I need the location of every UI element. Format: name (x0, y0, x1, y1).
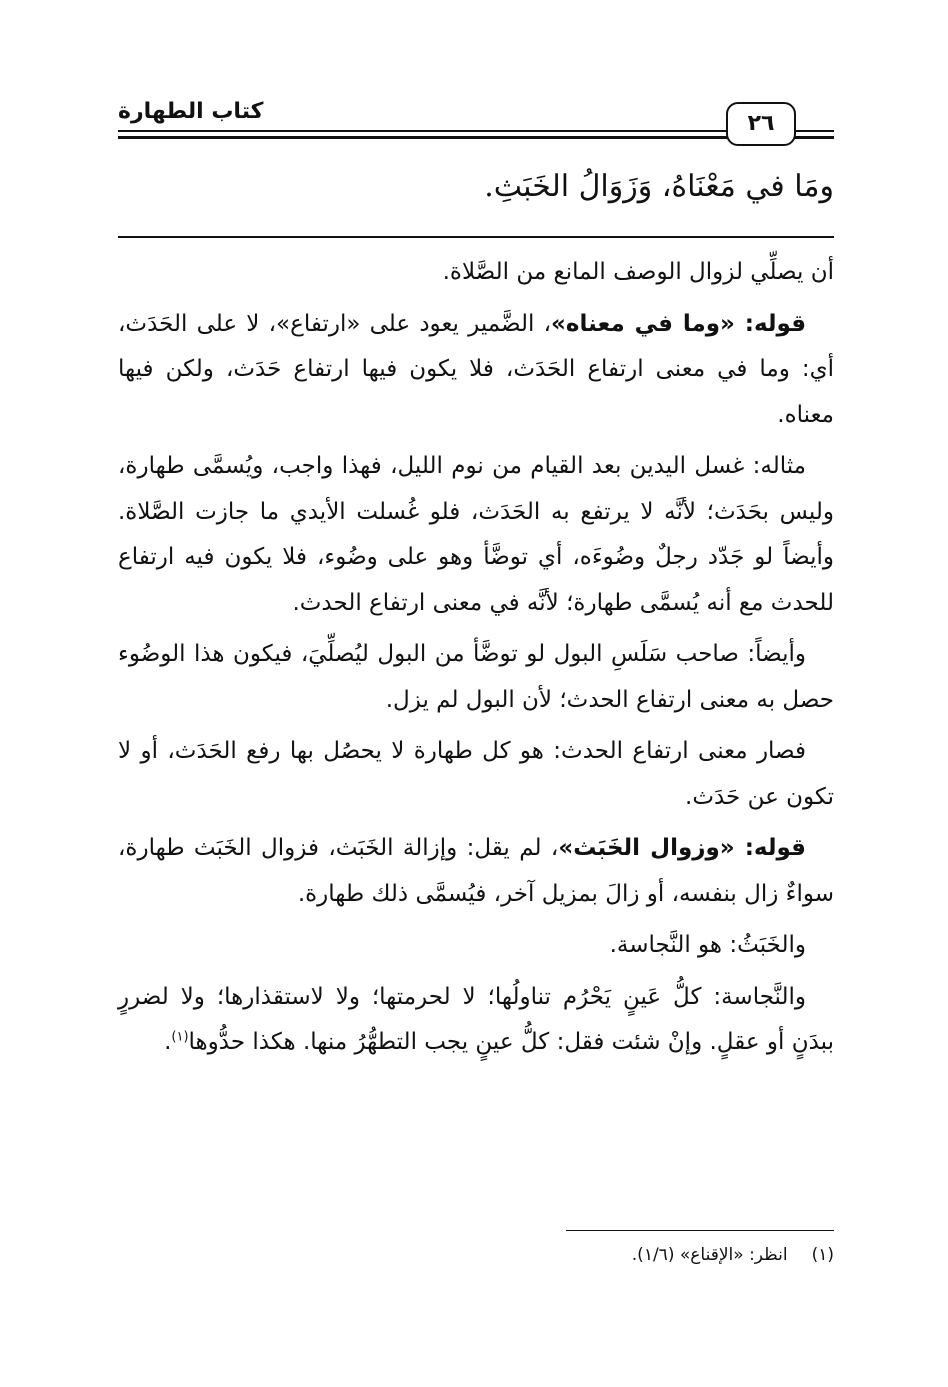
paragraph: مثاله: غسل اليدين بعد القيام من نوم الليل، فهذا واجب، ويُسمَّى طهارة، وليس بحَدَث؛ لأنَّه لا يرتفع به الحَدَث، فلو غُسلت الأيدي ما جازت الصَّلاة. وأيضاً لو جَدّد رجلٌ وضُوءَه، أي توضَّأ وهو على وضُوء، فلا يكون فيه ارتفاع للحدث مع أنه يُسمَّى طهارة؛ لأنَّه في معنى ارتفاع الحدث. (118, 453, 834, 616)
commentary-body (118, 250, 834, 1072)
matn-divider (118, 236, 834, 238)
footnote-number: (١) (811, 1245, 834, 1265)
paragraph: فصار معنى ارتفاع الحدث: هو كل طهارة لا يحصُل بها رفع الحَدَث، أو لا تكون عن حَدَث. (118, 738, 834, 810)
footnote-text: انظر: «الإقناع» (١/٦). (631, 1245, 788, 1265)
page-number: ٢٦ (726, 102, 796, 146)
paragraph: والنَّجاسة: كلُّ عَينٍ يَحْرُم تناولُها؛ لا لحرمتها؛ ولا لاستقذارها؛ ولا لضررٍ ببدَنٍ أو عقلٍ. وإنْ شئت فقل: كلُّ عينٍ يجب التطهُّرُ منها. هكذا حدُّوها$^{(١)}$. (118, 983, 834, 1055)
matn-text: ومَا في مَعْنَاهُ، وَزَوَالُ الخَبَثِ. (484, 169, 834, 204)
paragraph: وأيضاً: صاحب سَلَسِ البول لو توضَّأ من البول ليُصلِّيَ، فيكون هذا الوضُوء حصل به معنى ارتفاع الحدث؛ لأن البول لم يزل. (118, 641, 834, 713)
paragraph: أن يصلِّي لزوال الوصف المانع من الصَّلاة. (442, 259, 834, 285)
footnote (118, 1240, 834, 1270)
paragraph: قوله: «وما في معناه»، الضَّمير يعود على «ارتفاع»، لا على الحَدَث، أي: وما في معنى ارتفاع الحَدَث، فلا يكون فيها ارتفاع حَدَث، ولكن فيها معناه. (118, 310, 834, 428)
paragraph: والخَبَثُ: هو النَّجاسة. (609, 932, 806, 958)
page-header (118, 96, 834, 148)
paragraph: قوله: «وزوال الخَبَث»، لم يقل: وإزالة الخَبَث، فزوال الخَبَث طهارة، سواءٌ زال بنفسه، أو زالَ بمزيل آخر، فيُسمَّى ذلك طهارة. (118, 835, 834, 907)
footnote-ref: (١) (171, 1029, 189, 1045)
book-title: كتاب الطهارة (118, 96, 267, 128)
footnote-divider (566, 1230, 834, 1231)
quote-lead: قوله: «وزوال الخَبَث» (558, 835, 806, 861)
quote-lead: قوله: «وما في معناه» (551, 310, 807, 337)
